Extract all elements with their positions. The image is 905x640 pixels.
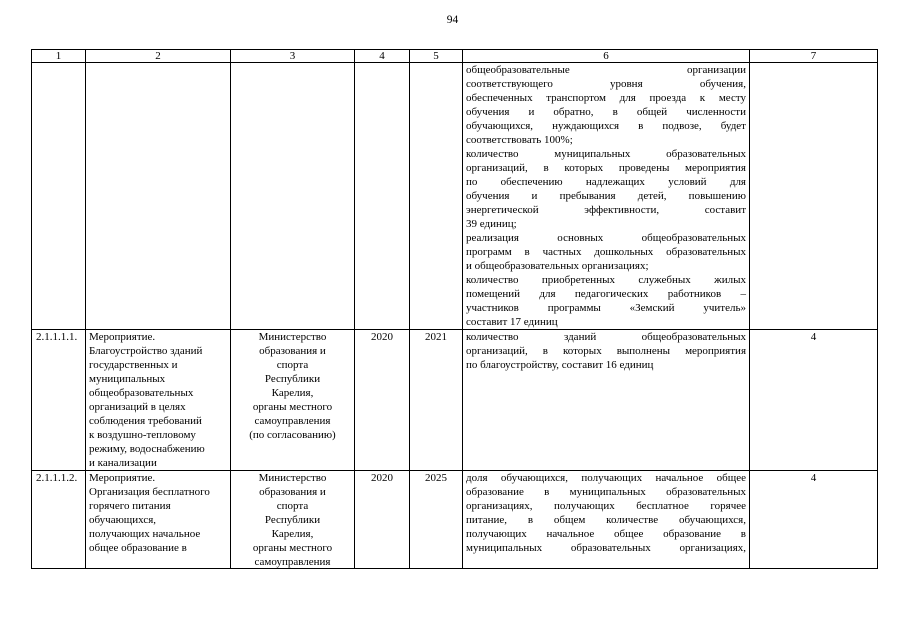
text-line: организациях, получающих бесплатное горячее [466, 500, 746, 512]
measure-name-cell [86, 330, 231, 471]
text-line: и общеобразовательных организациях; [466, 260, 649, 272]
text-line: обучающихся, нуждающихся в подвозе, будет [466, 120, 746, 132]
text-line: соответствующего уровня обучения, [466, 78, 746, 90]
row-number-cell: 2.1.1.1.1. [32, 330, 86, 471]
text-line: обучающихся, [89, 514, 157, 526]
text-line: (по согласованию) [249, 429, 336, 441]
table-row [32, 330, 878, 471]
text-line: Организация бесплатного [89, 486, 210, 498]
result-cell [463, 63, 750, 330]
text-line: количество муниципальных образовательных [466, 148, 746, 160]
text-line: организаций в целях [89, 401, 186, 413]
text-line: общее образование в [89, 542, 187, 554]
text-line: получающих начальное [89, 528, 201, 540]
text-line: горячего питания [89, 500, 171, 512]
text-line: органы местного [252, 401, 333, 413]
text-line: муниципальных [89, 373, 166, 385]
text-line: доля обучающихся, получающих начальное общее [466, 472, 746, 484]
text-line: Мероприятие. [89, 331, 156, 343]
text-line: общеобразовательные организации [466, 64, 746, 76]
text-line: обучения и пребывания детей, повышению [466, 190, 746, 202]
text-line: самоуправления [254, 556, 331, 568]
text-line: организаций, в которых проведены мероприятия [466, 162, 746, 174]
text-line: реализация основных общеобразовательных [466, 232, 746, 244]
text-line: образование в муниципальных образовательных [466, 486, 746, 498]
result-cell [463, 330, 750, 471]
measure-name-cell [86, 471, 231, 569]
text-line: самоуправления [254, 415, 331, 427]
text-line: общеобразовательных [89, 387, 194, 399]
responsible-cell [231, 330, 355, 471]
text-line: спорта [276, 500, 309, 512]
text-line: Карелия, [271, 528, 314, 540]
text-line: Мероприятие. [89, 472, 156, 484]
text-line: помещений для педагогических работников – [466, 288, 746, 300]
text-line: организаций, в которых выполнены мероприятия [466, 345, 746, 357]
header-cell: 4 [355, 50, 410, 63]
text-line: обеспеченных транспортом для проезда к месту [466, 92, 746, 104]
header-cell: 6 [463, 50, 750, 63]
text-line: образования и [259, 345, 326, 357]
header-cell: 7 [750, 50, 878, 63]
table-row [32, 471, 878, 569]
text-line: количество зданий общеобразовательных [466, 331, 746, 343]
text-line: Карелия, [271, 387, 314, 399]
start-year-cell: 2020 [355, 471, 410, 569]
text-line: образования и [259, 486, 326, 498]
text-line: Благоустройство зданий [89, 345, 203, 357]
text-line: обучения и обратно, в общей численности [466, 106, 746, 118]
header-cell: 2 [86, 50, 231, 63]
text-line: программ в частных дошкольных образовательных [466, 246, 746, 258]
text-line: соответствовать 100%; [466, 134, 573, 146]
header-cell: 5 [410, 50, 463, 63]
text-line: Министерство [258, 472, 327, 484]
text-line: Республики [264, 373, 321, 385]
text-line: спорта [276, 359, 309, 371]
responsible-cell [231, 471, 355, 569]
text-line: по обеспечению надлежащих условий для [466, 176, 746, 188]
text-line: 39 единиц; [466, 218, 517, 230]
text-line: государственных и [89, 359, 178, 371]
text-line: к воздушно-тепловому [89, 429, 196, 441]
text-line: получающих начальное общее образование в [466, 528, 746, 540]
text-line: муниципальных образовательных организациях, [466, 542, 746, 554]
measures-table [31, 49, 878, 569]
indicator-cell [750, 63, 878, 330]
responsible-cell [231, 63, 355, 330]
start-year-cell: 2020 [355, 330, 410, 471]
text-line: Министерство [258, 331, 327, 343]
text-line: органы местного [252, 542, 333, 554]
text-line: составит 17 единиц [466, 316, 558, 328]
text-line: питание, в общем количестве обучающихся, [466, 514, 746, 526]
text-line: по благоустройству, составит 16 единиц [466, 359, 654, 371]
text-line: энергетической эффективности, составит [466, 204, 746, 216]
header-cell: 3 [231, 50, 355, 63]
result-cell [463, 471, 750, 569]
table-row [32, 63, 878, 330]
page-number: 94 [446, 14, 459, 26]
indicator-cell: 4 [750, 471, 878, 569]
start-year-cell [355, 63, 410, 330]
table-header-row [32, 50, 878, 63]
indicator-cell: 4 [750, 330, 878, 471]
row-number-cell: 2.1.1.1.2. [32, 471, 86, 569]
end-year-cell [410, 63, 463, 330]
text-line: и канализации [89, 457, 157, 469]
end-year-cell: 2025 [410, 471, 463, 569]
text-line: Республики [264, 514, 321, 526]
text-line: режиму, водоснабжению [89, 443, 205, 455]
row-number-cell [32, 63, 86, 330]
text-line: участников программы «Земский учитель» [466, 302, 746, 314]
text-line: количество приобретенных служебных жилых [466, 274, 746, 286]
text-line: соблюдения требований [89, 415, 202, 427]
header-cell: 1 [32, 50, 86, 63]
end-year-cell: 2021 [410, 330, 463, 471]
measure-name-cell [86, 63, 231, 330]
